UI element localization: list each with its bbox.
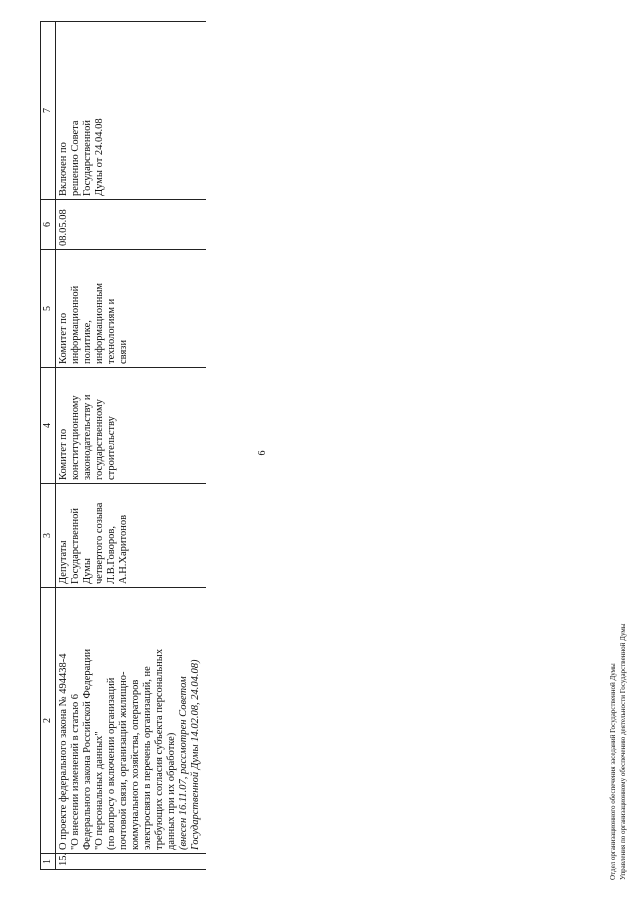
committee-line: Комитет по <box>58 428 69 480</box>
column-header: 3 <box>41 484 56 588</box>
footer-line: Отдел организационного обеспечения заседаний Государственной Думы <box>609 663 617 880</box>
agenda-table <box>40 21 206 870</box>
column-header: 5 <box>41 250 56 368</box>
agenda-table-container <box>40 22 336 870</box>
row-number: 15. <box>56 854 207 870</box>
bill-title-line: коммунального хозяйства, операторов <box>130 679 141 850</box>
bill-title-cell <box>56 588 207 854</box>
bill-title-line: (по вопросу о включении организаций <box>106 677 117 850</box>
bill-note-line: Государственной Думы 14.02.08, 24.04.08) <box>190 659 201 850</box>
column-header-row <box>41 22 56 870</box>
bill-title-line: электросвязи в перечень организаций, не <box>142 666 153 850</box>
bill-title-line: О проекте федерального закона № 494438-4 <box>58 653 69 850</box>
responsible-committee-cell <box>56 368 207 484</box>
bill-title-line: данных при их обработке) <box>166 732 177 850</box>
co-committee-line: технологиям и <box>106 298 117 364</box>
bill-title-line: почтовой связи, организаций жилищно- <box>118 671 129 850</box>
footer-line: Управления по организационному обеспечению деятельности Государственной Думы <box>619 623 627 880</box>
date-cell: 08.05.08 <box>56 200 207 250</box>
page-number: 6 <box>257 450 268 456</box>
decision-line: Включен по <box>58 142 69 196</box>
bill-title-line: требующих согласия субъекта персональных <box>154 648 165 850</box>
authors-cell <box>56 484 207 588</box>
committee-line: конституционному <box>70 395 81 480</box>
authors-line: четвертого созыва <box>94 502 105 584</box>
decision-line: Государственной <box>82 120 93 196</box>
column-header: 6 <box>41 200 56 250</box>
co-committee-line: Комитет по <box>58 312 69 364</box>
bill-title-line: "О внесении изменений в статью 6 <box>70 693 81 850</box>
column-header: 4 <box>41 368 56 484</box>
bill-title-line: Федерального закона Российской Федерации <box>82 648 93 850</box>
table-row <box>56 22 207 870</box>
authors-line: Думы <box>82 558 93 584</box>
authors-line: Л.В.Говоров, <box>106 526 117 584</box>
bill-title-line: "О персональных данных" <box>94 731 105 850</box>
decision-cell <box>56 22 207 200</box>
authors-line: А.Н.Харитонов <box>118 514 129 584</box>
committee-line: государственному <box>94 399 105 480</box>
authors-line: Государственной <box>70 508 81 584</box>
co-committee-cell <box>56 250 207 368</box>
column-header: 2 <box>41 588 56 854</box>
committee-line: законодательству и <box>82 394 93 480</box>
co-committee-line: информационной <box>70 285 81 364</box>
column-header: 7 <box>41 22 56 200</box>
decision-line: решению Совета <box>70 120 81 196</box>
co-committee-line: политике, <box>82 320 93 364</box>
column-header: 1 <box>41 854 56 870</box>
co-committee-line: связи <box>118 339 129 364</box>
decision-line: Думы от 24.04.08 <box>94 118 105 196</box>
co-committee-line: информационным <box>94 282 105 364</box>
committee-line: строительству <box>106 416 117 480</box>
footer <box>608 558 632 880</box>
bill-note-line: (внесен 16.11.07, рассмотрен Советом <box>178 676 189 850</box>
authors-line: Депутаты <box>58 540 69 584</box>
